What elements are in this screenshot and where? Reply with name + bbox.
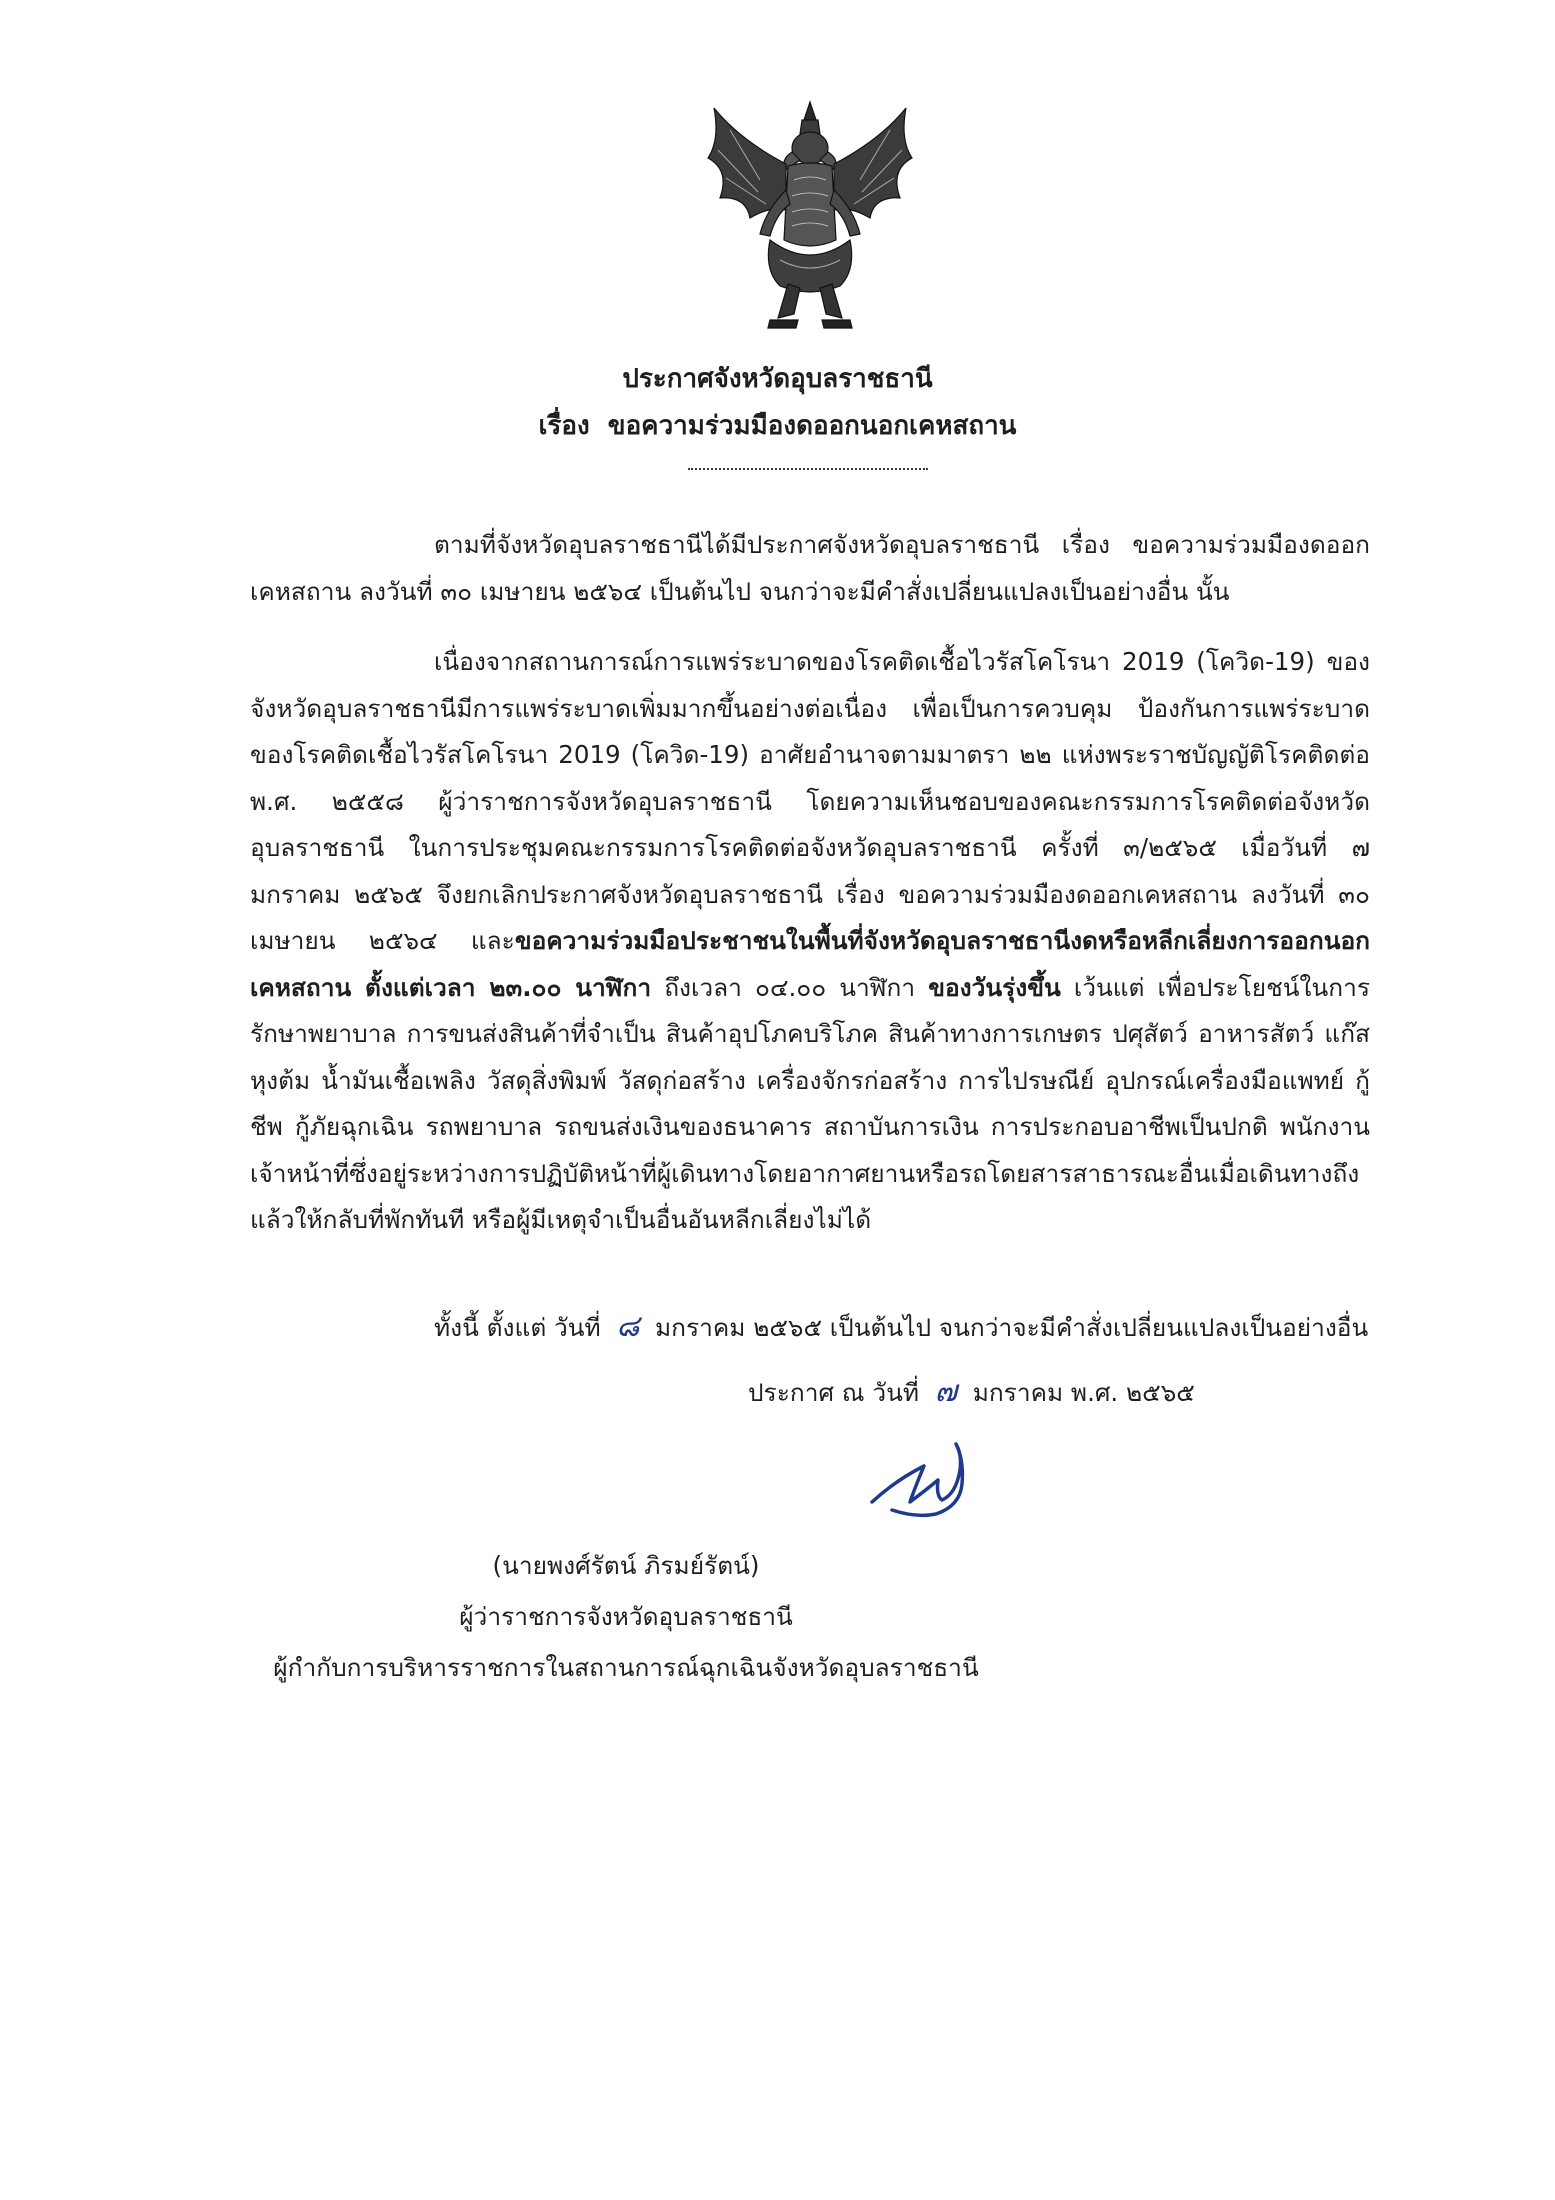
title-separator xyxy=(688,468,928,470)
paragraph-main-bold-2: ของวันรุ่งขึ้น xyxy=(928,972,1061,1002)
document-title: ประกาศจังหวัดอุบลราชธานี xyxy=(622,364,933,394)
paragraph-preamble: ตามที่จังหวัดอุบลราชธานีได้มีประกาศจังหวัดอุบลราชธานี เรื่อง ขอความร่วมมืองดออกเคหสถาน ลงวันที่ ๓๐ เมษายน ๒๕๖๔ เป็นต้นไป จนกว่าจะมีคำสั่งเปลี่ยนแปลงเป็นอย่างอื่น นั้น xyxy=(250,530,1370,606)
proclaimed-suffix: มกราคม พ.ศ. ๒๕๖๕ xyxy=(972,1378,1195,1407)
paragraph-main-text-1: เนื่องจากสถานการณ์การแพร่ระบาดของโรคติดเชื้อไวรัสโคโรนา 2019 (โควิด-19) ของจังหวัดอุบลราชธานีมีการแพร่ระบาดเพิ่มมากขึ้นอย่างต่อเนื่อง เพื่อเป็นการควบคุม ป้องกันการแพร่ระบาดของโรคติดเชื้อไวรัสโคโรนา 2019 (โควิด-19) อาศัยอำนาจตามมาตรา ๒๒ แห่งพระราชบัญญัติโรคติดต่อ พ.ศ. ๒๕๕๘ ผู้ว่าราชการจังหวัดอุบลราชธานี โดยความเห็นชอบของคณะกรรมการโรคติดต่อจังหวัดอุบลราชธานี ในการประชุมคณะกรรมการโรคติดต่อจังหวัดอุบลราชธานี ครั้งที่ ๓/๒๕๖๕ เมื่อวันที่ ๗ มกราคม ๒๕๖๕ จึงยกเลิกประกาศจังหวัดอุบลราชธานี เรื่อง ขอความร่วมมืองดออกเคหสถาน ลงวันที่ ๓๐ เมษายน ๒๕๖๔ และ xyxy=(250,647,1370,955)
document-subject-line xyxy=(0,409,1555,443)
proclamation-date-line xyxy=(748,1372,1195,1413)
signer-title: ผู้ว่าราชการจังหวัดอุบลราชธานี xyxy=(459,1602,793,1631)
proclaimed-prefix: ประกาศ ณ วันที่ xyxy=(748,1378,919,1407)
paragraph-main-text-2: ถึงเวลา ๐๔.๐๐ นาฬิกา xyxy=(651,972,929,1002)
effective-day-handwritten: ๘ xyxy=(616,1309,640,1344)
effective-prefix: ทั้งนี้ ตั้งแต่ วันที่ xyxy=(434,1313,601,1342)
subject-text: ขอความร่วมมืองดออกนอกเคหสถาน xyxy=(607,411,1017,441)
paragraph-main-text-3: เว้นแต่ เพื่อประโยชน์ในการรักษาพยาบาล การขนส่งสินค้าที่จำเป็น สินค้าอุปโภคบริโภค สินค้าทางการเกษตร ปศุสัตว์ อาหารสัตว์ แก๊สหุงต้ม น้ำมันเชื้อเพลิง วัสดุสิ่งพิมพ์ วัสดุก่อสร้าง เครื่องจักรก่อสร้าง การไปรษณีย์ อุปกรณ์เครื่องมือแพทย์ กู้ชีพ กู้ภัยฉุกเฉิน รถพยาบาล รถขนส่งเงินของธนาคาร สถาบันการเงิน การประกอบอาชีพเป็นปกติ พนักงานเจ้าหน้าที่ซึ่งอยู่ระหว่างการปฏิบัติหน้าที่ผู้เดินทางโดยอากาศยานหรือรถโดยสารสาธารณะอื่นเมื่อเดินทางถึงแล้วให้กลับที่พักทันที หรือผู้มีเหตุจำเป็นอื่นอันหลีกเลี่ยงไม่ได้ xyxy=(250,972,1370,1234)
signature-icon xyxy=(866,1440,986,1518)
garuda-emblem-icon xyxy=(700,100,920,332)
signer-role: ผู้กำกับการบริหารราชการในสถานการณ์ฉุกเฉินจังหวัดอุบลราชธานี xyxy=(273,1653,979,1682)
signer-name: (นายพงศ์รัตน์ ภิรมย์รัตน์) xyxy=(492,1551,760,1580)
effective-suffix: มกราคม ๒๕๖๕ เป็นต้นไป จนกว่าจะมีคำสั่งเปลี่ยนแปลงเป็นอย่างอื่น xyxy=(654,1313,1369,1342)
paragraph-main-bold-1: ขอความร่วมมือประชาชนในพื้นที่จังหวัดอุบลราชธานีงดหรือหลีกเลี่ยงการออกนอกเคหสถาน ตั้งแต่เวลา ๒๓.๐๐ นาฬิกา xyxy=(250,926,1370,1002)
effective-date-line xyxy=(434,1307,1368,1348)
proclaimed-day-handwritten: ๗ xyxy=(934,1374,958,1409)
subject-label: เรื่อง xyxy=(538,411,590,441)
paragraph-main xyxy=(250,639,1370,1244)
